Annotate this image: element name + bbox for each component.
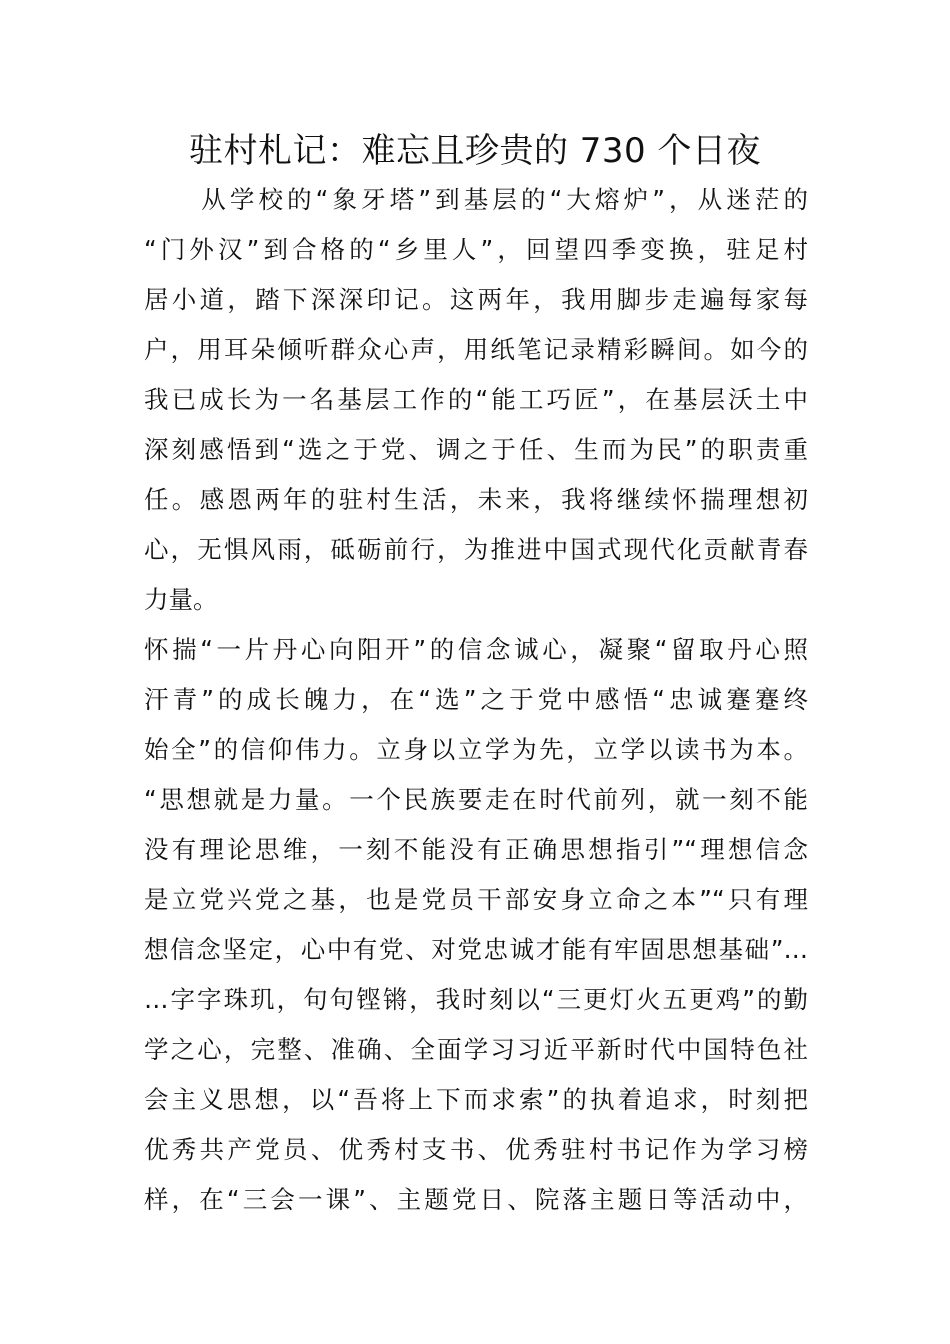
paragraph-line: …字字珠玑，句句铿锵，我时刻以“三更灯火五更鸡”的勤 <box>144 985 808 1014</box>
paragraph-line: 会主义思想，以“吾将上下而求索”的执着追求，时刻把 <box>144 1085 808 1114</box>
paragraph-line: 是立党兴党之基，也是党员干部安身立命之本”“只有理 <box>144 885 808 914</box>
paragraph-line: 心，无惧风雨，砥砺前行，为推进中国式现代化贡献青春 <box>144 535 808 564</box>
paragraph-line: 学之心，完整、准确、全面学习习近平新时代中国特色社 <box>144 1035 808 1064</box>
paragraph-line: 我已成长为一名基层工作的“能工巧匠”，在基层沃土中 <box>144 385 808 414</box>
paragraph-line: 没有理论思维，一刻不能没有正确思想指引”“理想信念 <box>144 835 808 864</box>
paragraph-line: 怀揣“一片丹心向阳开”的信念诚心，凝聚“留取丹心照 <box>144 635 808 664</box>
paragraph-line: 户，用耳朵倾听群众心声，用纸笔记录精彩瞬间。如今的 <box>144 335 808 364</box>
paragraph-line: 从学校的“象牙塔”到基层的“大熔炉”，从迷茫的 <box>144 185 808 214</box>
paragraph-line: “门外汉”到合格的“乡里人”，回望四季变换，驻足村 <box>144 235 808 264</box>
paragraph-line: 想信念坚定，心中有党、对党忠诚才能有牢固思想基础”… <box>144 935 808 964</box>
paragraph-line: 深刻感悟到“选之于党、调之于任、生而为民”的职责重 <box>144 435 808 464</box>
paragraph-line: 样，在“三会一课”、主题党日、院落主题日等活动中， <box>144 1185 808 1214</box>
paragraph-line: “思想就是力量。一个民族要走在时代前列，就一刻不能 <box>144 785 808 814</box>
paragraph-line: 优秀共产党员、优秀村支书、优秀驻村书记作为学习榜 <box>144 1135 808 1164</box>
paragraph-line: 力量。 <box>144 585 218 614</box>
paragraph-line: 始全”的信仰伟力。立身以立学为先，立学以读书为本。 <box>144 735 808 764</box>
document-title: 驻村札记：难忘且珍贵的 730 个日夜 <box>188 131 761 171</box>
paragraph-line: 任。感恩两年的驻村生活，未来，我将继续怀揣理想初 <box>144 485 808 514</box>
paragraph-line: 汗青”的成长魄力，在“选”之于党中感悟“忠诚蹇蹇终 <box>144 685 808 714</box>
paragraph-line: 居小道，踏下深深印记。这两年，我用脚步走遍每家每 <box>144 285 808 314</box>
